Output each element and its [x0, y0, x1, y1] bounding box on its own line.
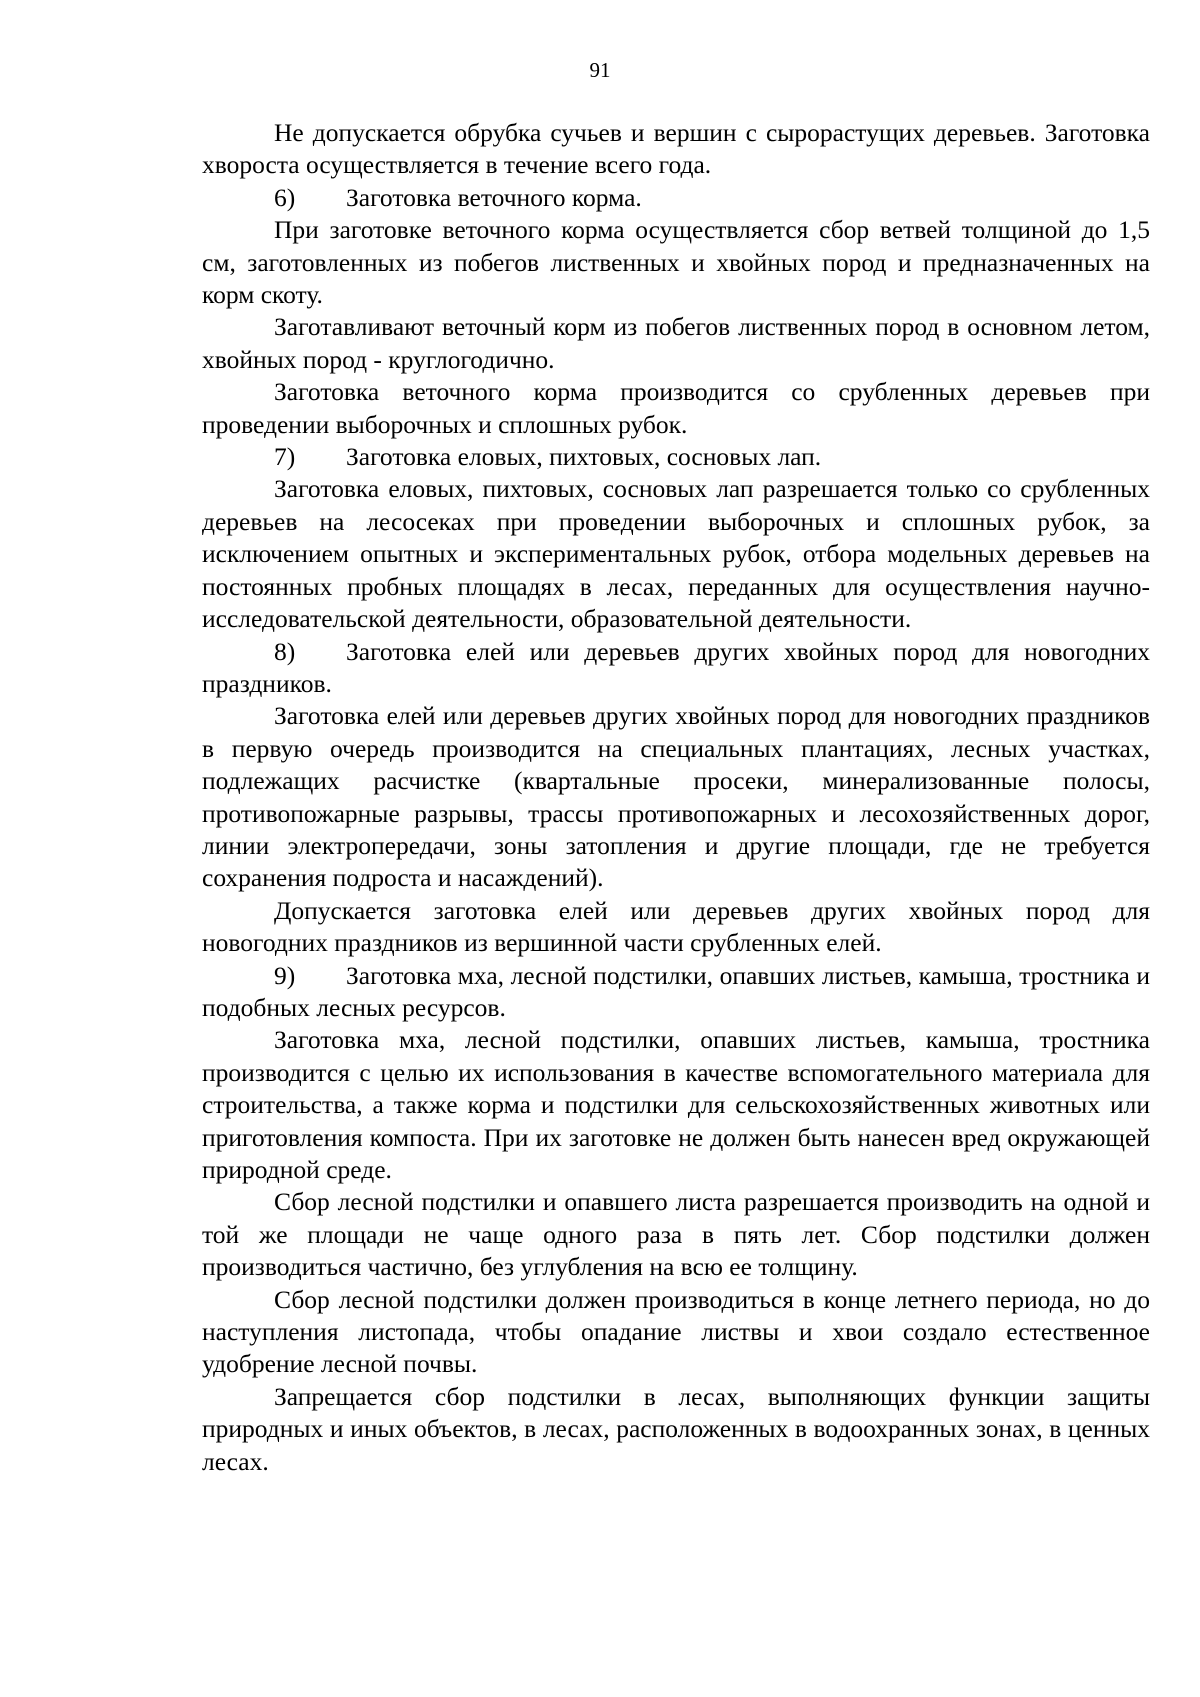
paragraph: Запрещается сбор подстилки в лесах, выполняющих функции защиты природных и иных объектов, в лесах, расположенных в водоохранных зонах, в ценных лесах. — [202, 1381, 1150, 1476]
list-item-number: 8) — [274, 636, 296, 666]
list-item-text: Заготовка еловых, пихтовых, сосновых лап. — [346, 442, 822, 472]
list-item-text: Заготовка мха, лесной подстилки, опавших листьев, камыша, тростника и подобных лесных ресурсов. — [202, 960, 1150, 1022]
list-item-heading — [202, 636, 1150, 701]
list-item-heading — [202, 441, 1150, 473]
document-body — [202, 117, 1150, 1478]
list-item-heading — [202, 960, 1150, 1025]
paragraph: Заготавливают веточный корм из побегов лиственных пород в основном летом, хвойных пород - круглогодично. — [202, 312, 1150, 374]
list-item-text: Заготовка веточного корма. — [346, 182, 642, 212]
list-item-text: Заготовка елей или деревьев других хвойных пород для новогодних праздников. — [202, 636, 1150, 698]
paragraph: Заготовка еловых, пихтовых, сосновых лап разрешается только со срубленных деревьев на лесосеках при проведении выборочных и сплошных рубок, за исключением опытных и экспериментальных рубок, отбора модельных деревьев на постоянных пробных площадях в лесах, переданных для осуществления научно-исследовательской деятельности, образовательной деятельности. — [202, 474, 1150, 634]
list-item-number: 7) — [274, 442, 296, 472]
list-item-heading — [202, 182, 1150, 214]
paragraph: Допускается заготовка елей или деревьев других хвойных пород для новогодних праздников из вершинной части срубленных елей. — [202, 895, 1150, 958]
list-item-number: 9) — [274, 960, 296, 990]
paragraph: Заготовка веточного корма производится со срубленных деревьев при проведении выборочных и сплошных рубок. — [202, 377, 1150, 439]
paragraph: Заготовка мха, лесной подстилки, опавших листьев, камыша, тростника производится с целью их использования в качестве вспомогательного материала для строительства, а также корма и подстилки для сельскохозяйственных животных или приготовления компоста. При их заготовке не должен быть нанесен вред окружающей природной среде. — [202, 1025, 1150, 1184]
paragraph: Сбор лесной подстилки должен производиться в конце летнего периода, но до наступления листопада, чтобы опадание листвы и хвои создало естественное удобрение лесной почвы. — [202, 1284, 1150, 1379]
paragraph: Сбор лесной подстилки и опавшего листа разрешается производить на одной и той же площади не чаще одного раза в пять лет. Сбор подстилки должен производиться частично, без углубления на всю ее толщину. — [202, 1187, 1150, 1282]
paragraph: При заготовке веточного корма осуществляется сбор ветвей толщиной до 1,5 см, заготовленных из побегов лиственных и хвойных пород и предназначенных на корм скоту. — [202, 215, 1150, 310]
paragraph: Не допускается обрубка сучьев и вершин с сырорастущих деревьев. Заготовка хвороста осуществляется в течение всего года. — [202, 118, 1150, 180]
page-number: 91 — [589, 58, 611, 82]
paragraph: Заготовка елей или деревьев других хвойных пород для новогодних праздников в первую очередь производится на специальных плантациях, лесных участках, подлежащих расчистке (квартальные просеки, минерализованные полосы, противопожарные разрывы, трассы противопожарных и лесохозяйственных дорог, линии электропередачи, зоны затопления и другие площади, где не требуется сохранения подроста и насаждений). — [202, 701, 1150, 893]
list-item-number: 6) — [274, 182, 296, 212]
